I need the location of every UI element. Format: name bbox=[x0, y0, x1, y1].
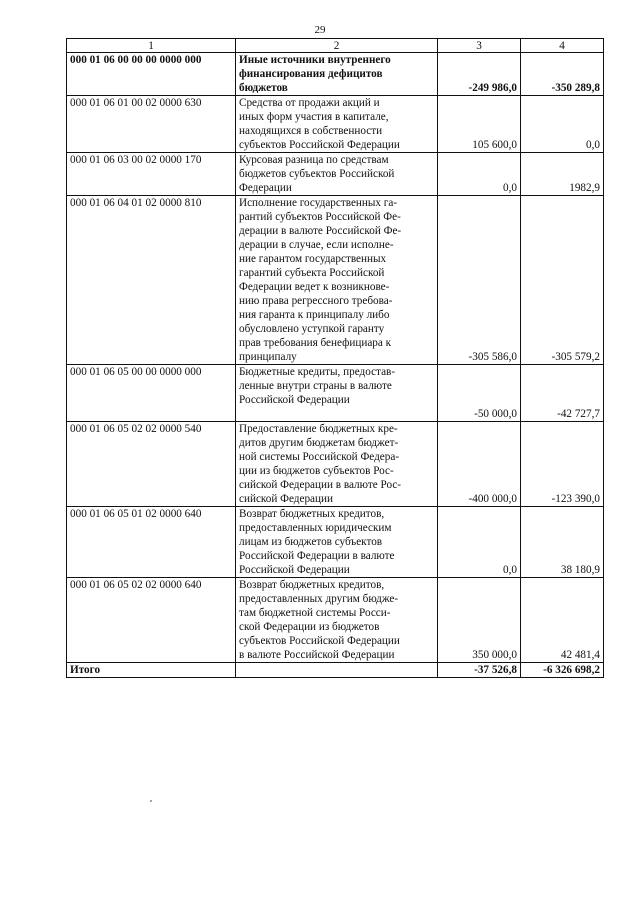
row-code: 000 01 06 05 02 02 0000 640 bbox=[67, 578, 236, 663]
row-name-line: бюджетов bbox=[239, 82, 288, 94]
row-name-line: сийской Федерации в валюте Рос- bbox=[239, 479, 402, 491]
table-row bbox=[67, 53, 604, 96]
row-code: 000 01 06 05 01 02 0000 640 bbox=[67, 507, 236, 578]
row-name-line: дерации в случае, если исполне- bbox=[239, 239, 394, 251]
row-name-line: там бюджетной системы Росси- bbox=[239, 607, 391, 619]
row-name-line: бюджетов субъектов Российской bbox=[239, 168, 395, 180]
row-col4-value: 42 481,4 bbox=[521, 578, 604, 663]
row-name-line: Федерации ведет к возникнове- bbox=[239, 281, 390, 293]
row-code: 000 01 06 01 00 02 0000 630 bbox=[67, 96, 236, 153]
row-name-line: ской Федерации из бюджетов bbox=[239, 621, 380, 633]
row-name-line: предоставленных другим бюдже- bbox=[239, 593, 399, 605]
row-col3-value: -50 000,0 bbox=[438, 365, 521, 422]
row-name bbox=[236, 53, 438, 96]
row-code: 000 01 06 05 02 02 0000 540 bbox=[67, 422, 236, 507]
row-name-line: сийской Федерации bbox=[239, 493, 333, 505]
row-col4-value: 38 180,9 bbox=[521, 507, 604, 578]
total-col3: -37 526,8 bbox=[438, 663, 521, 678]
row-col4-value: 0,0 bbox=[521, 96, 604, 153]
row-name bbox=[236, 422, 438, 507]
row-name-line bbox=[239, 407, 434, 421]
row-name-line: Иные источники внутреннего bbox=[239, 54, 391, 66]
column-header-2: 2 bbox=[236, 39, 438, 53]
column-header-1: 1 bbox=[67, 39, 236, 53]
row-name-line: лицам из бюджетов субъектов bbox=[239, 536, 383, 548]
row-col4-value: -42 727,7 bbox=[521, 365, 604, 422]
row-code: 000 01 06 03 00 02 0000 170 bbox=[67, 153, 236, 196]
row-col3-value: -400 000,0 bbox=[438, 422, 521, 507]
total-row bbox=[67, 663, 604, 678]
row-code: 000 01 06 05 00 00 0000 000 bbox=[67, 365, 236, 422]
total-label: Итого bbox=[67, 663, 236, 678]
row-col4-value: -305 579,2 bbox=[521, 196, 604, 365]
row-name bbox=[236, 96, 438, 153]
row-name-line: Исполнение государственных га- bbox=[239, 197, 398, 209]
row-col3-value: -249 986,0 bbox=[438, 53, 521, 96]
row-name-line: ной системы Российской Федера- bbox=[239, 451, 400, 463]
table-row bbox=[67, 422, 604, 507]
row-name-line: находящихся в собственности bbox=[239, 125, 383, 137]
column-header-3: 3 bbox=[438, 39, 521, 53]
row-name-line: ние гарантом государственных bbox=[239, 253, 387, 265]
row-name-line: нию права регрессного требова- bbox=[239, 295, 393, 307]
row-name-line: Средства от продажи акций и bbox=[239, 97, 380, 109]
row-name-line: в валюте Российской Федерации bbox=[239, 649, 395, 661]
row-name-line: гарантий субъекта Российской bbox=[239, 267, 385, 279]
row-col4-value: 1982,9 bbox=[521, 153, 604, 196]
row-name-line: субъектов Российской Федерации bbox=[239, 635, 400, 647]
row-col4-value: -350 289,8 bbox=[521, 53, 604, 96]
row-name-line: Курсовая разница по средствам bbox=[239, 154, 389, 166]
total-empty-cell bbox=[236, 663, 438, 678]
speck-mark bbox=[150, 800, 152, 802]
row-name-line: Федерации bbox=[239, 182, 292, 194]
row-name-line: прав требования бенефициара к bbox=[239, 337, 392, 349]
row-col3-value: 0,0 bbox=[438, 153, 521, 196]
table-row bbox=[67, 365, 604, 422]
row-col3-value: 350 000,0 bbox=[438, 578, 521, 663]
row-col4-value: -123 390,0 bbox=[521, 422, 604, 507]
row-name-line: дерации в валюте Российской Фе- bbox=[239, 225, 402, 237]
total-col4: -6 326 698,2 bbox=[521, 663, 604, 678]
row-name bbox=[236, 507, 438, 578]
row-name-line: Российской Федерации bbox=[239, 564, 350, 576]
row-name-line: ленные внутри страны в валюте bbox=[239, 380, 392, 392]
row-col3-value: 0,0 bbox=[438, 507, 521, 578]
row-name-line: субъектов Российской Федерации bbox=[239, 139, 400, 151]
row-name-line: рантий субъектов Российской Фе- bbox=[239, 211, 401, 223]
row-name-line: Российской Федерации в валюте bbox=[239, 550, 395, 562]
row-name-line: Бюджетные кредиты, предостав- bbox=[239, 366, 396, 378]
row-name-line: Возврат бюджетных кредитов, bbox=[239, 508, 385, 520]
row-name-line: Предоставление бюджетных кре- bbox=[239, 423, 398, 435]
row-name-line: иных форм участия в капитале, bbox=[239, 111, 389, 123]
row-name-line: Российской Федерации bbox=[239, 394, 350, 406]
row-name bbox=[236, 196, 438, 365]
table-row bbox=[67, 153, 604, 196]
row-name bbox=[236, 578, 438, 663]
row-name-line: финансирования дефицитов bbox=[239, 68, 383, 80]
table-header-row bbox=[67, 39, 604, 53]
row-name-line: ции из бюджетов субъектов Рос- bbox=[239, 465, 394, 477]
row-code: 000 01 06 00 00 00 0000 000 bbox=[67, 53, 236, 96]
column-header-4: 4 bbox=[521, 39, 604, 53]
page-number: 29 bbox=[314, 24, 326, 36]
row-name bbox=[236, 153, 438, 196]
row-col3-value: -305 586,0 bbox=[438, 196, 521, 365]
row-col3-value: 105 600,0 bbox=[438, 96, 521, 153]
row-name-line: обусловлено уступкой гаранту bbox=[239, 323, 385, 335]
row-name-line: дитов другим бюджетам бюджет- bbox=[239, 437, 399, 449]
row-name bbox=[236, 365, 438, 422]
table-row bbox=[67, 507, 604, 578]
budget-sources-table bbox=[66, 38, 604, 678]
table-row bbox=[67, 578, 604, 663]
row-name-line: принципалу bbox=[239, 351, 297, 363]
table-row bbox=[67, 196, 604, 365]
row-name-line: предоставленных юридическим bbox=[239, 522, 392, 534]
row-name-line: Возврат бюджетных кредитов, bbox=[239, 579, 385, 591]
table-row bbox=[67, 96, 604, 153]
row-name-line: ния гаранта к принципалу либо bbox=[239, 309, 390, 321]
row-code: 000 01 06 04 01 02 0000 810 bbox=[67, 196, 236, 365]
